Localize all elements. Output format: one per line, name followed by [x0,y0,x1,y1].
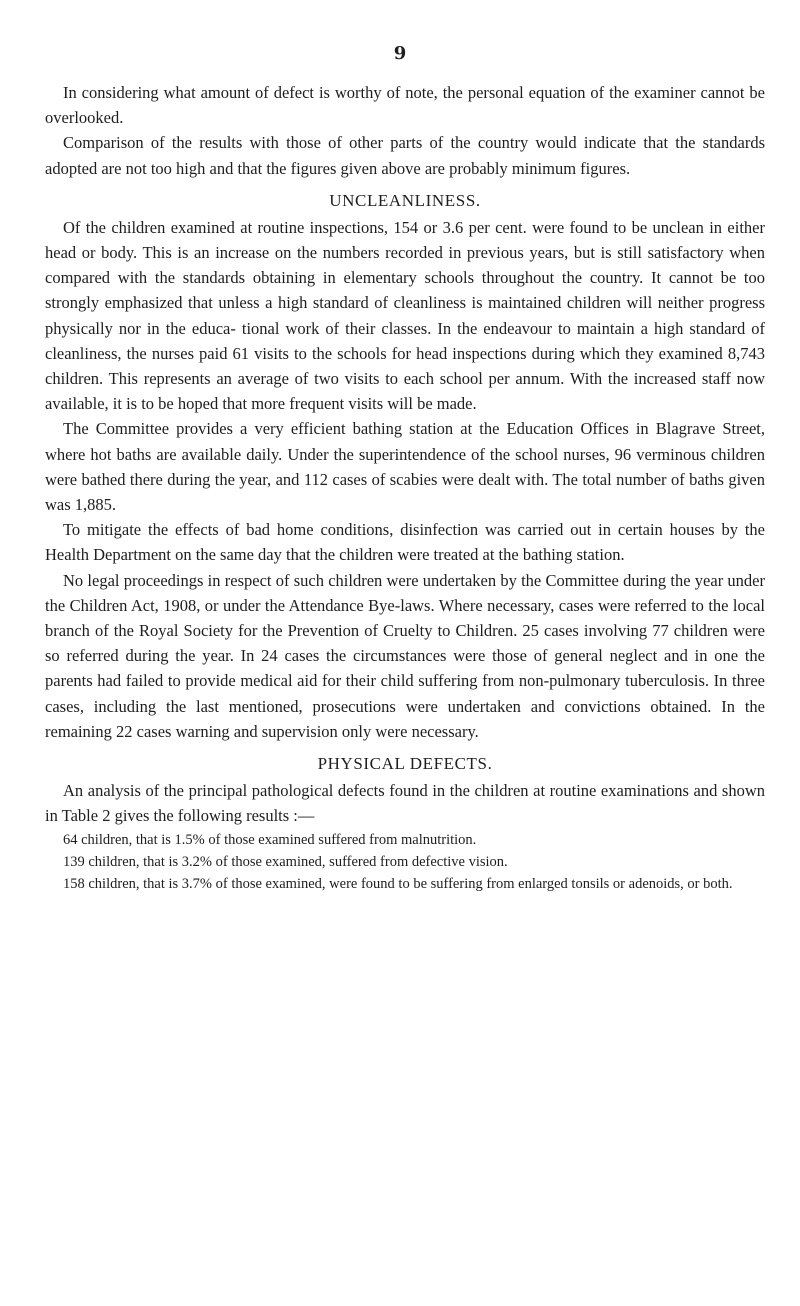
paragraph-unclean-children: Of the children examined at routine inspections, 154 or 3.6 per cent. were found to be unclean in either head or body. This is an increase on the numbers recorded in previous years, but is still satisfactory when compared with the standards obtaining in elementary schools throughout the country. It cannot be too strongly emphasized that unless a high standard of cleanliness is maintained children will neither progress physically nor in the educa- tional work of their classes. In the endeavour to maintain a high standard of cleanliness, the nurses paid 61 visits to the schools for head inspections during which they examined 8,743 children. This represents an average of two visits to each school per annum. With the increased staff now available, it is to be hoped that more frequent visits will be made. [45,217,765,414]
page-number: 9 [393,43,407,64]
document-body [45,80,765,896]
heading-uncleanliness: UNCLEANLINESS. [329,190,481,210]
result-malnutrition: 64 children, that is 1.5% of those examined suffered from malnutrition. [63,832,477,849]
paragraph-comparison: Comparison of the results with those of other parts of the country would indicate that the standards adopted are not too high and that the figures given above are probably minimum figures. [45,133,765,178]
paragraph-legal-proceedings: No legal proceedings in respect of such children were undertaken by the Committee during the year under the Children Act, 1908, or under the Attendance Bye-laws. Where necessary, cases were referred to the local branch of the Royal Society for the Prevention of Cruelty to Children. 25 cases involving 77 children were so referred during the year. In 24 cases the circumstances were those of general neglect and in one the parents had failed to provide medical aid for their child suffering from non-pulmonary tuberculosis. In three cases, including the last mentioned, prosecutions were undertaken and convictions obtained. In the remaining 22 cases warning and supervision only were necessary. [45,570,765,741]
results-list [45,830,765,894]
paragraph-analysis: An analysis of the principal pathological defects found in the children at routine examinations and shown in Table 2 gives the following results :— [45,781,765,826]
paragraph-bathing-station: The Committee provides a very efficient bathing station at the Education Offices in Blagrave Street, where hot baths are available daily. Under the superintendence of the school nurses, 96 verminous children were bathed there during the year, and 112 cases of scabies were dealt with. The total number of baths given was 1,885. [45,419,765,515]
paragraph-personal-equation: In considering what amount of defect is worthy of note, the personal equation of the examiner cannot be overlooked. [45,83,765,128]
heading-physical-defects: PHYSICAL DEFECTS. [317,754,493,774]
result-tonsils-adenoids: 158 children, that is 3.7% of those examined, were found to be suffering from enlarged tonsils or adenoids, or both. [63,876,733,893]
result-defective-vision: 139 children, that is 3.2% of those examined, suffered from defective vision. [63,854,508,871]
paragraph-disinfection: To mitigate the effects of bad home conditions, disinfection was carried out in certain houses by the Health Department on the same day that the children were treated at the bathing station. [45,520,765,565]
